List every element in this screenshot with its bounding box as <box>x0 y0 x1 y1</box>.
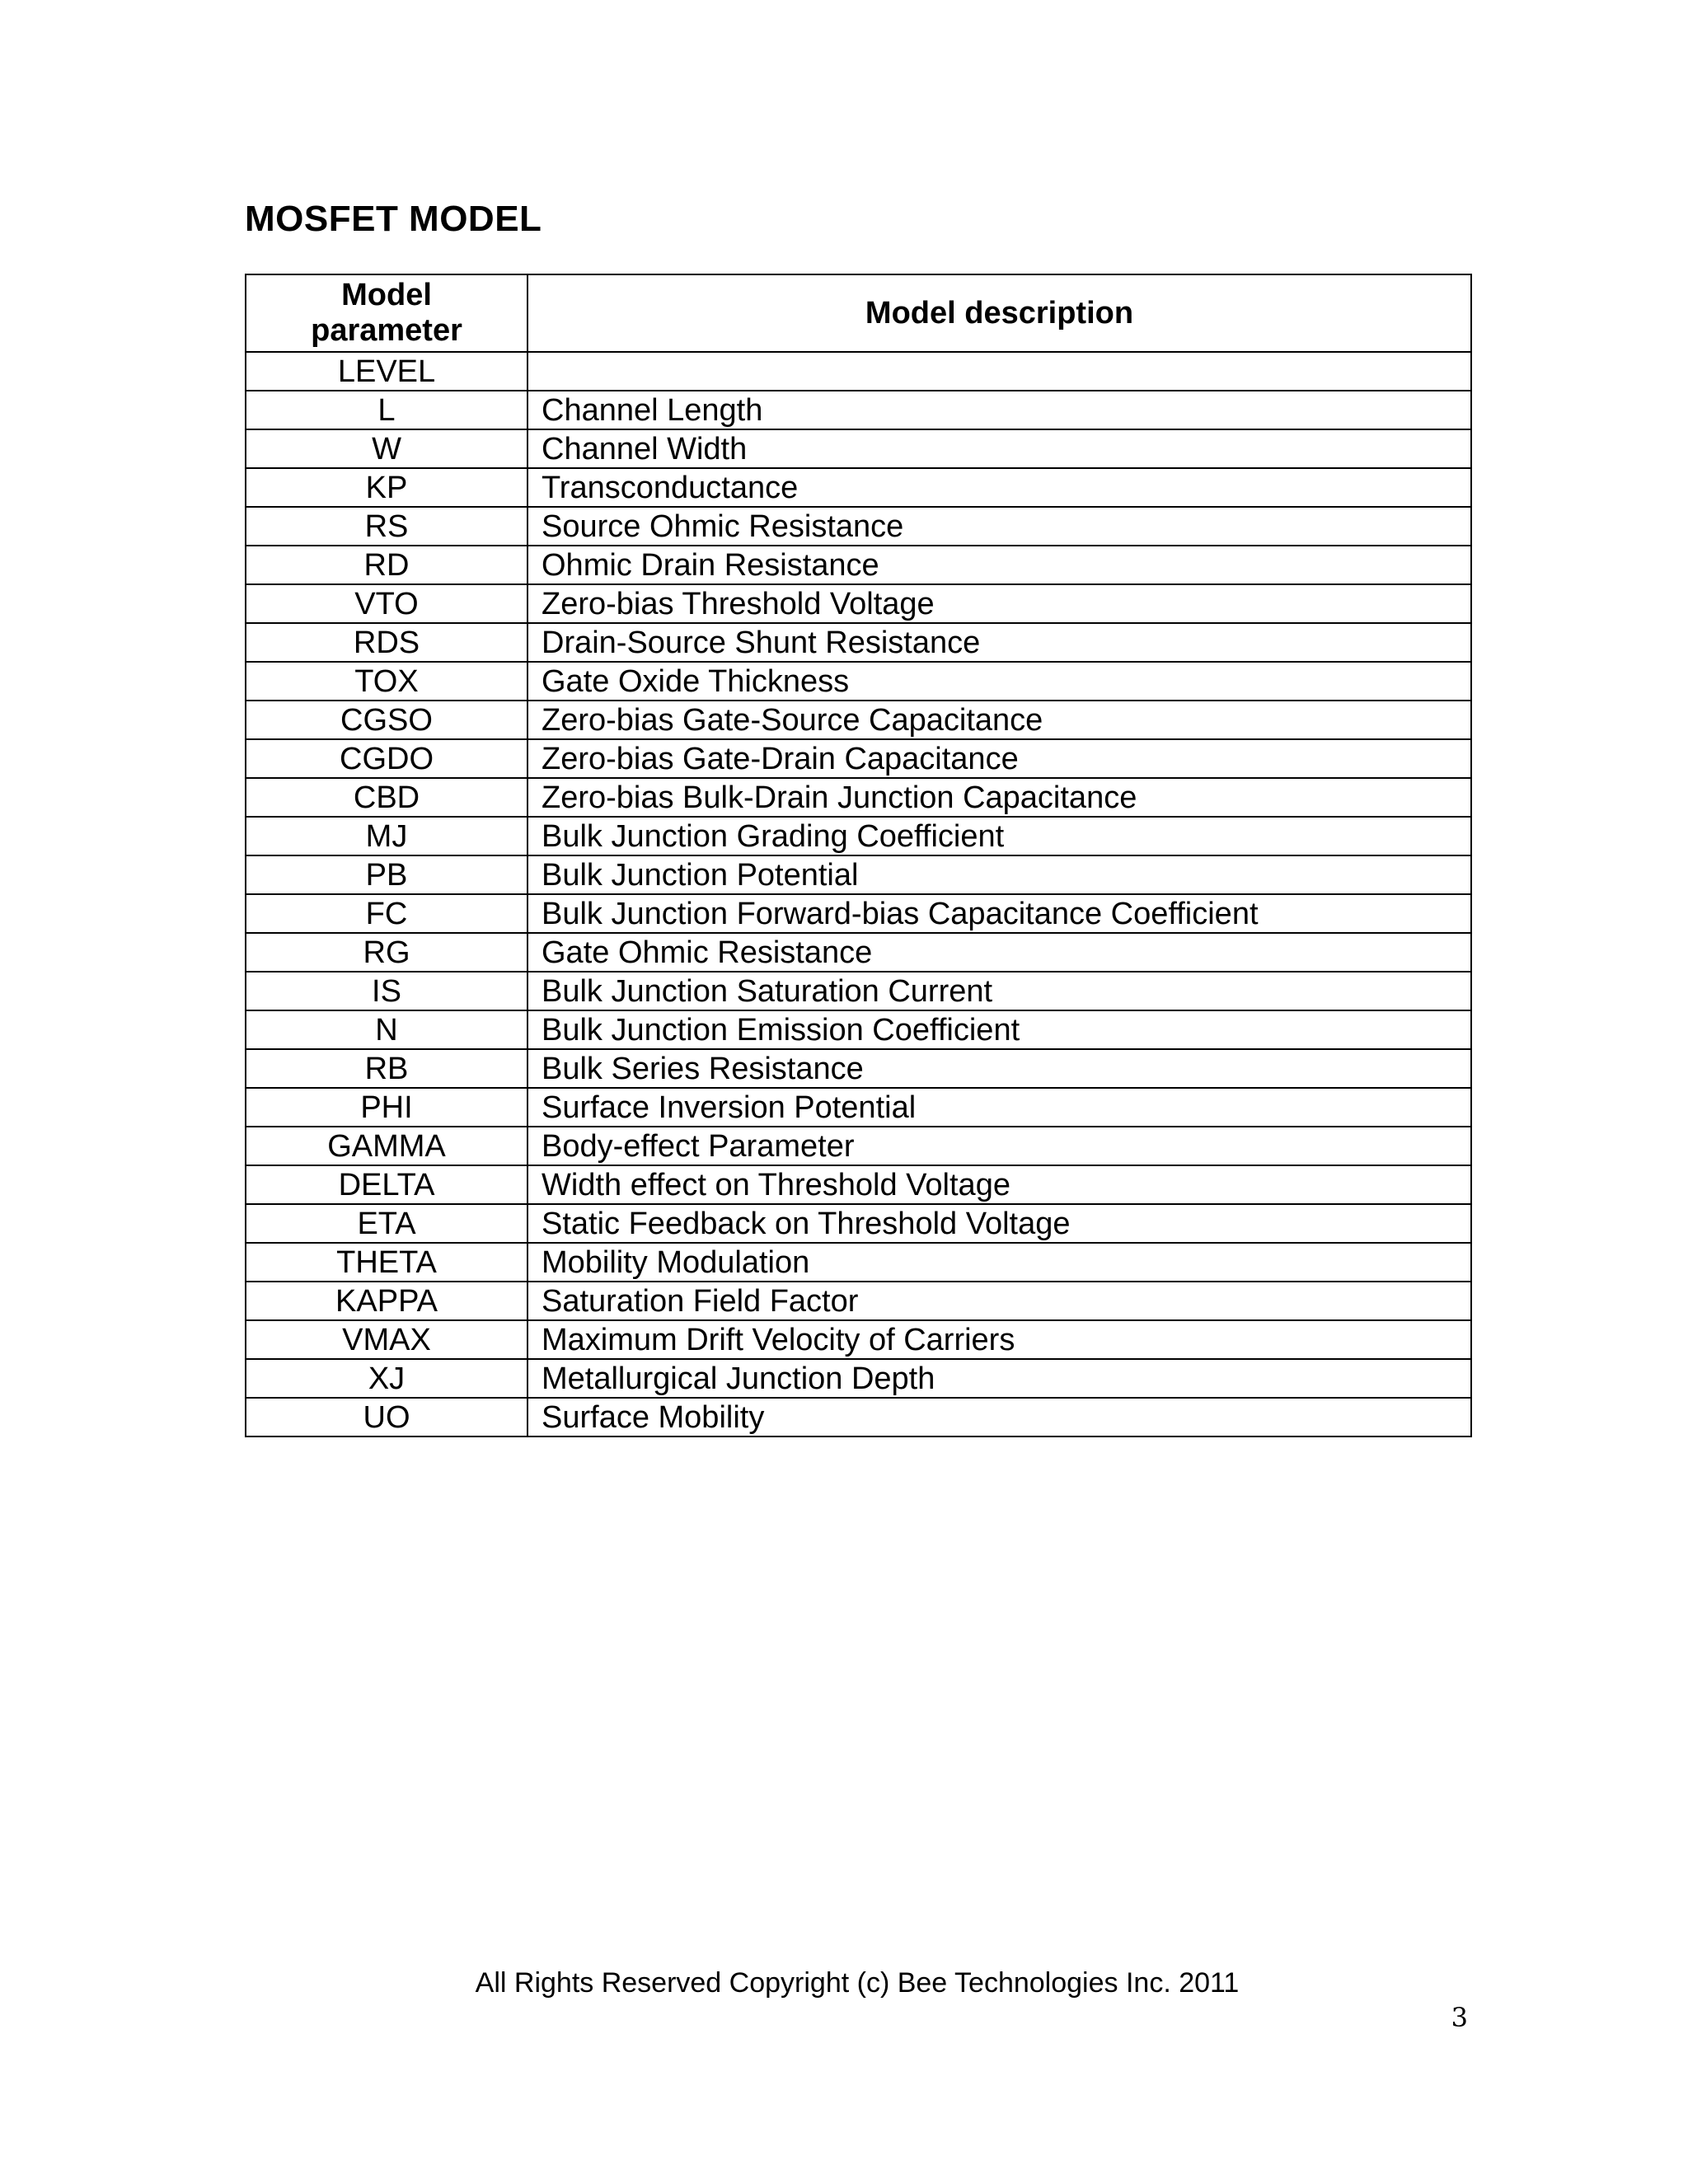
header-model-parameter: Model parameter <box>246 274 528 352</box>
table-row <box>246 778 1471 817</box>
table-header-row <box>246 274 1471 352</box>
table-row <box>246 739 1471 778</box>
table-row <box>246 1088 1471 1127</box>
table-row <box>246 1282 1471 1320</box>
table-row <box>246 1204 1471 1243</box>
description-cell: Bulk Junction Potential <box>528 855 1471 894</box>
table-row <box>246 855 1471 894</box>
parameter-cell: KP <box>246 468 528 507</box>
description-cell: Maximum Drift Velocity of Carriers <box>528 1320 1471 1359</box>
parameter-cell: GAMMA <box>246 1127 528 1165</box>
parameter-cell: W <box>246 429 528 468</box>
table-row <box>246 546 1471 584</box>
description-cell: Bulk Junction Saturation Current <box>528 972 1471 1010</box>
table-row <box>246 1320 1471 1359</box>
table-row <box>246 391 1471 429</box>
parameter-cell: VMAX <box>246 1320 528 1359</box>
description-cell: Body-effect Parameter <box>528 1127 1471 1165</box>
description-cell: Metallurgical Junction Depth <box>528 1359 1471 1398</box>
table-row <box>246 623 1471 662</box>
description-cell: Saturation Field Factor <box>528 1282 1471 1320</box>
description-cell: Zero-bias Bulk-Drain Junction Capacitance <box>528 778 1471 817</box>
table-row <box>246 507 1471 546</box>
parameter-cell: FC <box>246 894 528 933</box>
description-cell: Gate Oxide Thickness <box>528 662 1471 701</box>
description-cell: Surface Mobility <box>528 1398 1471 1436</box>
description-cell: Gate Ohmic Resistance <box>528 933 1471 972</box>
parameter-cell: RD <box>246 546 528 584</box>
parameter-cell: DELTA <box>246 1165 528 1204</box>
table-row <box>246 894 1471 933</box>
copyright-footer: All Rights Reserved Copyright (c) Bee Technologies Inc. 2011 <box>475 1967 1240 1999</box>
table-row <box>246 584 1471 623</box>
parameter-cell: MJ <box>246 817 528 855</box>
table-row <box>246 817 1471 855</box>
parameter-cell: ETA <box>246 1204 528 1243</box>
table-row <box>246 1398 1471 1436</box>
table-row <box>246 662 1471 701</box>
description-cell: Transconductance <box>528 468 1471 507</box>
description-cell: Channel Length <box>528 391 1471 429</box>
description-cell: Static Feedback on Threshold Voltage <box>528 1204 1471 1243</box>
description-cell: Bulk Junction Grading Coefficient <box>528 817 1471 855</box>
parameter-cell: IS <box>246 972 528 1010</box>
parameter-cell: RDS <box>246 623 528 662</box>
parameter-cell: RG <box>246 933 528 972</box>
header-model-description: Model description <box>528 274 1471 352</box>
parameter-cell: CGSO <box>246 701 528 739</box>
description-cell: Ohmic Drain Resistance <box>528 546 1471 584</box>
table-row <box>246 1049 1471 1088</box>
table-body <box>246 352 1471 1436</box>
parameter-cell: UO <box>246 1398 528 1436</box>
description-cell: Zero-bias Gate-Source Capacitance <box>528 701 1471 739</box>
parameter-cell: VTO <box>246 584 528 623</box>
parameter-cell: TOX <box>246 662 528 701</box>
table-row <box>246 352 1471 391</box>
description-cell: Zero-bias Threshold Voltage <box>528 584 1471 623</box>
table-row <box>246 1165 1471 1204</box>
table-row <box>246 1359 1471 1398</box>
parameter-cell: PHI <box>246 1088 528 1127</box>
description-cell: Source Ohmic Resistance <box>528 507 1471 546</box>
table-row <box>246 933 1471 972</box>
description-cell: Bulk Series Resistance <box>528 1049 1471 1088</box>
description-cell: Zero-bias Gate-Drain Capacitance <box>528 739 1471 778</box>
page-title: MOSFET MODEL <box>245 199 542 239</box>
parameter-cell: XJ <box>246 1359 528 1398</box>
parameter-cell: RB <box>246 1049 528 1088</box>
parameter-cell: LEVEL <box>246 352 528 391</box>
parameter-cell: CGDO <box>246 739 528 778</box>
parameter-cell: KAPPA <box>246 1282 528 1320</box>
page-number: 3 <box>1451 2002 1468 2033</box>
parameter-cell: N <box>246 1010 528 1049</box>
table-row <box>246 429 1471 468</box>
description-cell: Channel Width <box>528 429 1471 468</box>
parameter-cell: L <box>246 391 528 429</box>
description-cell: Bulk Junction Emission Coefficient <box>528 1010 1471 1049</box>
parameter-cell: PB <box>246 855 528 894</box>
parameter-cell: CBD <box>246 778 528 817</box>
description-cell: Drain-Source Shunt Resistance <box>528 623 1471 662</box>
table-row <box>246 972 1471 1010</box>
description-cell: Width effect on Threshold Voltage <box>528 1165 1471 1204</box>
table-row <box>246 701 1471 739</box>
table-row <box>246 1243 1471 1282</box>
description-cell: Bulk Junction Forward-bias Capacitance Coefficient <box>528 894 1471 933</box>
description-cell <box>528 352 1471 391</box>
description-cell: Surface Inversion Potential <box>528 1088 1471 1127</box>
table-row <box>246 468 1471 507</box>
parameter-cell: THETA <box>246 1243 528 1282</box>
model-parameter-table <box>245 274 1472 1437</box>
description-cell: Mobility Modulation <box>528 1243 1471 1282</box>
table-row <box>246 1010 1471 1049</box>
table-row <box>246 1127 1471 1165</box>
parameter-cell: RS <box>246 507 528 546</box>
